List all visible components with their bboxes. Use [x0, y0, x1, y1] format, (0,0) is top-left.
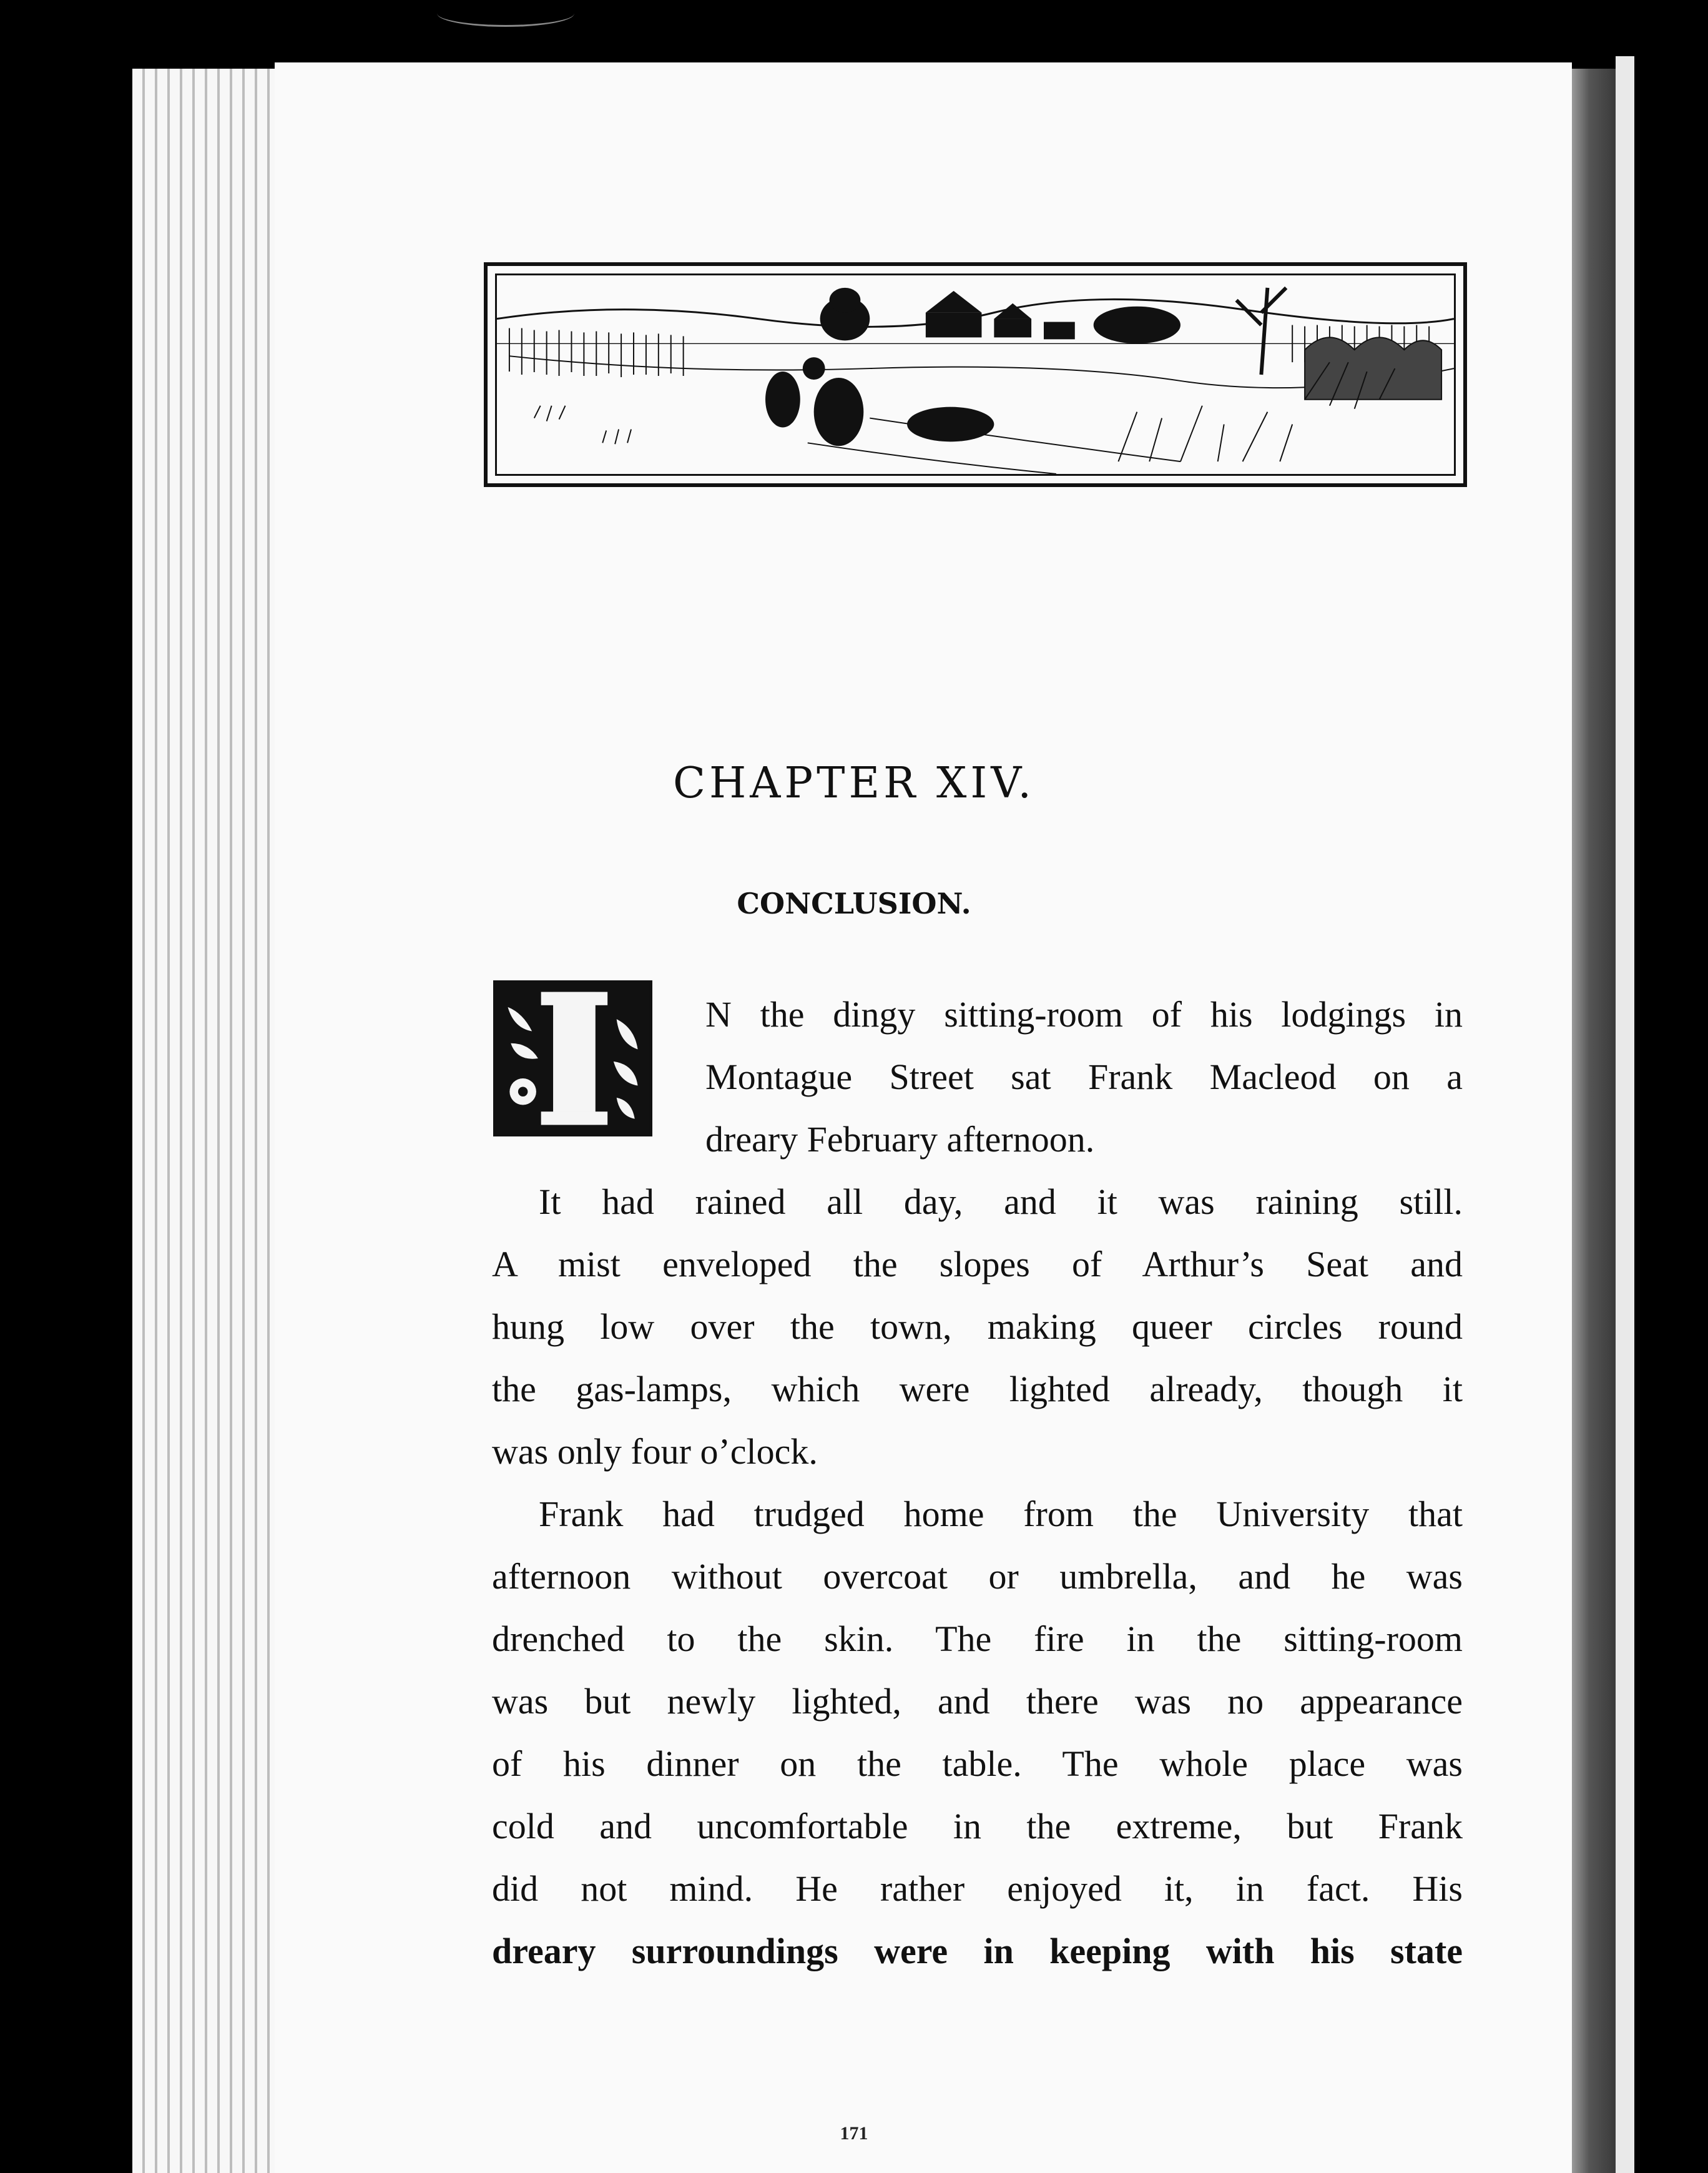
text-line: A mist enveloped the slopes of Arthur’s Seat and: [492, 1244, 1463, 1284]
text-line: dreary surroundings were in keeping with his state: [492, 1931, 1463, 1971]
text-line: Montague Street sat Frank Macleod on a: [705, 1057, 1463, 1097]
text-line: dreary February afternoon.: [705, 1119, 1095, 1160]
text-line: afternoon without overcoat or umbrella, and he was: [492, 1556, 1463, 1597]
floral-drop-cap: [496, 983, 650, 1134]
text-line: cold and uncomfortable in the extreme, but Frank: [492, 1806, 1463, 1846]
text-line: was but newly lighted, and there was no appearance: [492, 1681, 1463, 1722]
book-gutter: [1572, 69, 1616, 2173]
text-line: N the dingy sitting-room of his lodgings in: [705, 994, 1463, 1035]
scan-artifact: [437, 0, 574, 27]
text-line: It had rained all day, and it was raining still.: [539, 1181, 1463, 1222]
rural-landscape-engraving: [497, 275, 1454, 474]
text-line: hung low over the town, making queer circles round: [492, 1306, 1463, 1347]
header-illustration: [484, 262, 1467, 487]
text-line: drenched to the skin. The fire in the sitting-room: [492, 1619, 1463, 1659]
facing-page-edge: [1616, 56, 1634, 2173]
text-line: was only four o’clock.: [492, 1431, 818, 1472]
page-stack-edges: [132, 69, 295, 2173]
text-line: of his dinner on the table. The whole place was: [492, 1743, 1463, 1784]
text-line: the gas-lamps, which were lighted already, though it: [492, 1369, 1463, 1409]
page-number: 171: [840, 2123, 868, 2144]
text-line: did not mind. He rather enjoyed it, in fact. His: [492, 1868, 1463, 1909]
drop-cap-initial: [493, 980, 652, 1136]
chapter-subtitle: CONCLUSION.: [737, 887, 971, 920]
text-line: Frank had trudged home from the University that: [539, 1494, 1463, 1534]
chapter-title: CHAPTER XIV.: [672, 759, 1036, 808]
